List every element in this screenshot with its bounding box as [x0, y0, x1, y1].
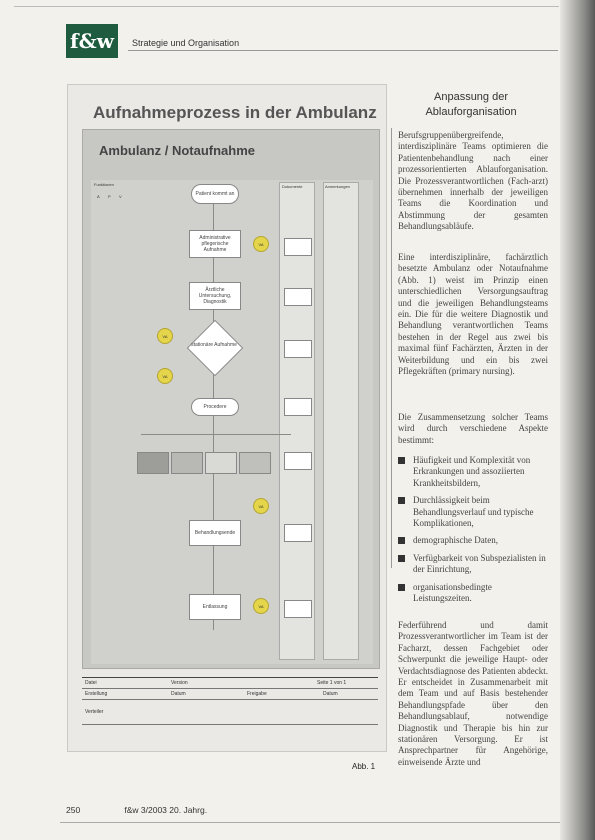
aspect-list — [398, 455, 548, 610]
branch-box — [205, 452, 237, 474]
decision-label: stationäre Aufnahme — [191, 342, 237, 348]
row-tag-a: Ä — [97, 194, 100, 199]
table-cell: Version — [171, 680, 188, 686]
node-examination: Ärztliche Untersuchung, Diagnostik — [189, 282, 241, 310]
list-item: Verfügbarkeit von Subspezialisten in der Einrichtung, — [398, 553, 548, 576]
paragraph-3: Die Zusammensetzung solcher Teams wird durch verschiedene Aspekte bestimmt: — [398, 412, 548, 445]
notes-column — [323, 182, 359, 660]
document-icon — [284, 600, 312, 618]
table-cell: Verteiler — [85, 709, 104, 715]
node-start: Patient kommt an — [191, 184, 239, 204]
list-item: demographische Daten, — [398, 535, 548, 546]
table-row — [82, 689, 378, 700]
circle-marker: VA — [253, 236, 269, 252]
figure-caption: Abb. 1 — [352, 762, 376, 771]
document-icon — [284, 288, 312, 306]
table-row — [82, 700, 378, 725]
row-tag-p: P — [108, 194, 111, 199]
table-cell: Datum — [323, 691, 338, 697]
table-cell: Datum — [171, 691, 186, 697]
page-edge-shadow — [560, 0, 595, 840]
journal-logo: f&w — [66, 24, 118, 58]
figure-subtitle: Ambulanz / Notaufnahme — [99, 143, 256, 158]
document-icon — [284, 452, 312, 470]
branch-line — [141, 434, 291, 435]
decision-diamond — [187, 320, 244, 377]
table-row — [82, 678, 378, 689]
process-figure — [67, 84, 387, 752]
table-cell: Erstellung — [85, 691, 108, 697]
column-label-documents: Dokumente — [282, 184, 303, 189]
document-icon — [284, 340, 312, 358]
node-discharge: Entlassung — [189, 594, 241, 620]
table-cell: Freigabe — [247, 691, 267, 697]
list-item: Häufigkeit und Komplexität von Erkrankungen und assoziierten Krankheitsbildern, — [398, 455, 548, 489]
aside-title: Anpassung der Ablauforganisation — [425, 91, 517, 118]
document-icon — [284, 238, 312, 256]
column-label-functions: Funktionen — [94, 182, 114, 187]
top-rule — [14, 6, 559, 7]
list-item: Durchlässigkeit beim Behandlungsverlauf und typische Komplikationen, — [398, 495, 548, 529]
node-procedure: Procedere — [191, 398, 239, 416]
node-admission: Administrative pflegerische Aufnahme — [189, 230, 241, 258]
document-icon — [284, 524, 312, 542]
row-tag-v: V — [119, 194, 122, 199]
page-number: 250 — [66, 805, 81, 815]
circle-marker: VA — [157, 328, 173, 344]
circle-marker: VA — [157, 368, 173, 384]
section-title: Strategie und Organisation — [132, 38, 240, 48]
footer — [66, 805, 207, 815]
list-item: organisationsbedingte Leistungszeiten. — [398, 582, 548, 605]
document-icon — [284, 398, 312, 416]
header-rule — [128, 50, 558, 51]
paragraph-4: Federführend und damit Prozessverantwortlicher im Team ist der Facharzt, dessen Fachgebiet oder Schwerpunkt die jeweilige Haupt- oder Verdachtsdiagnose des Patienten abdeckt. Er entscheidet in Zusammenarbeit mit dem Team und auf Basis bestehender Behandlungspfade über den Behandlungsablauf, notwendige Diagnostik und Therapie bis hin zur stationären Versorgung. Er ist Ansprechpartner für Angehörige, einweisende Ärzte und — [398, 620, 548, 767]
paragraph-1: Berufsgruppenübergreifende, interdisziplinäre Teams optimieren die Patientenbehandlung nach einer prozessorientierten Ablauforganisation. Die Prozessverantwortlichen (Fach-arzt) übernehmen innerhalb der jeweiligen Teams die Koordination und Abstimmung der gesamten Behandlungsabläufe. — [398, 130, 548, 232]
footer-rule — [60, 822, 560, 823]
node-treatment-end: Behandlungsende — [189, 520, 241, 546]
circle-marker: VA — [253, 598, 269, 614]
branch-box — [239, 452, 271, 474]
figure-footer-table — [82, 677, 378, 725]
paragraph-2: Eine interdisziplinäre, fachärztlich besetzte Ambulanz oder Notaufnahme (Abb. 1) weist im Prinzip einen unterschiedlichen Versorgungsauftrag und die jeweiligen Behandlungsteams ein. Die für die weitere Diagnostik und Behandlung verantwortlichen Teams bestehen in der Regel aus zwei bis maximal fünf Fachärzten, Ärzten in der Weiterbildung und ein bis zwei Pflegekräften (primary nursing). — [398, 252, 548, 377]
column-label-notes: Anmerkungen — [325, 184, 350, 189]
circle-marker: VA — [253, 498, 269, 514]
flowchart-area — [91, 180, 373, 664]
table-cell: Seite 1 von 1 — [317, 680, 347, 686]
branch-box — [171, 452, 203, 474]
table-cell: Datei — [85, 680, 97, 686]
journal-issue: f&w 3/2003 20. Jahrg. — [124, 805, 208, 815]
aside-rule — [391, 128, 392, 568]
figure-panel — [82, 129, 380, 669]
branch-box — [137, 452, 169, 474]
figure-title: Aufnahmeprozess in der Ambulanz — [93, 103, 377, 122]
